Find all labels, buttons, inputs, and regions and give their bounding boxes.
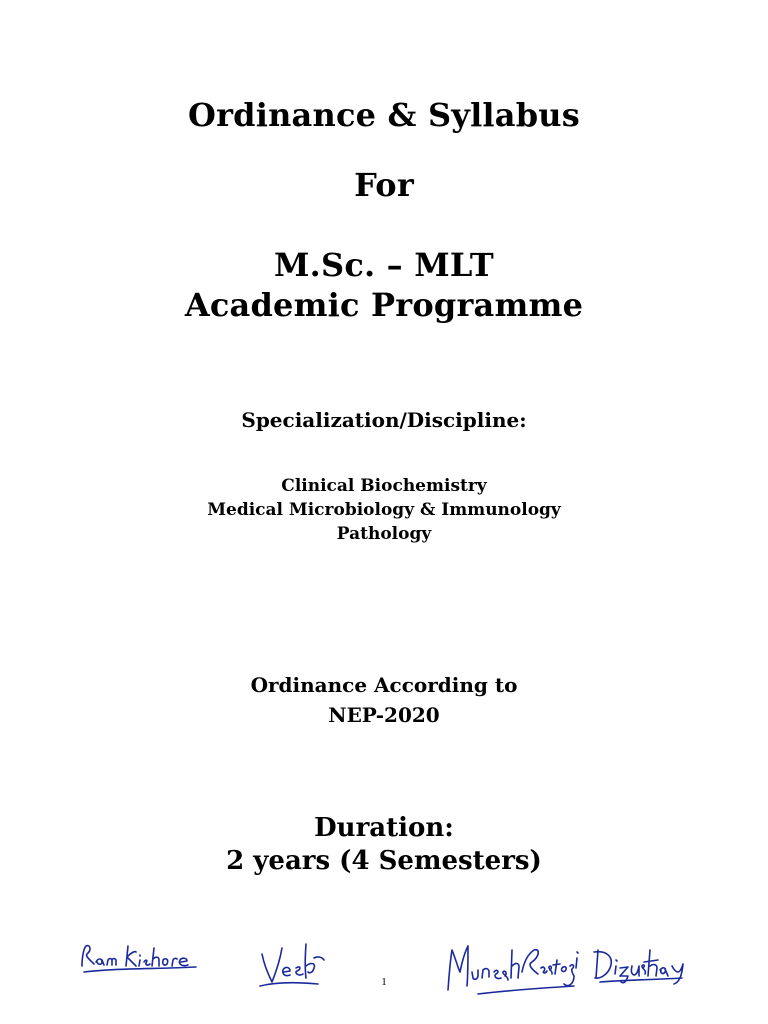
ordinance-line-1: Ordinance According to [250,673,518,697]
programme-type: Academic Programme [184,286,584,324]
duration-value: 2 years (4 Semesters) [226,846,542,876]
specialization-item: Pathology [336,524,432,544]
specialization-item: Medical Microbiology & Immunology [207,500,561,520]
signature-ram-kishore [78,938,223,976]
for-label: For [354,166,414,204]
signature-munesh-rastogi [442,936,582,998]
specialization-item: Clinical Biochemistry [281,476,487,496]
page-number: 1 [381,976,387,988]
duration-heading: Duration: [314,813,454,843]
ordinance-line-2: NEP-2020 [328,703,440,727]
specialization-heading: Specialization/Discipline: [241,408,527,432]
document-title: Ordinance & Syllabus [188,96,580,134]
programme-name: M.Sc. – MLT [274,246,494,284]
